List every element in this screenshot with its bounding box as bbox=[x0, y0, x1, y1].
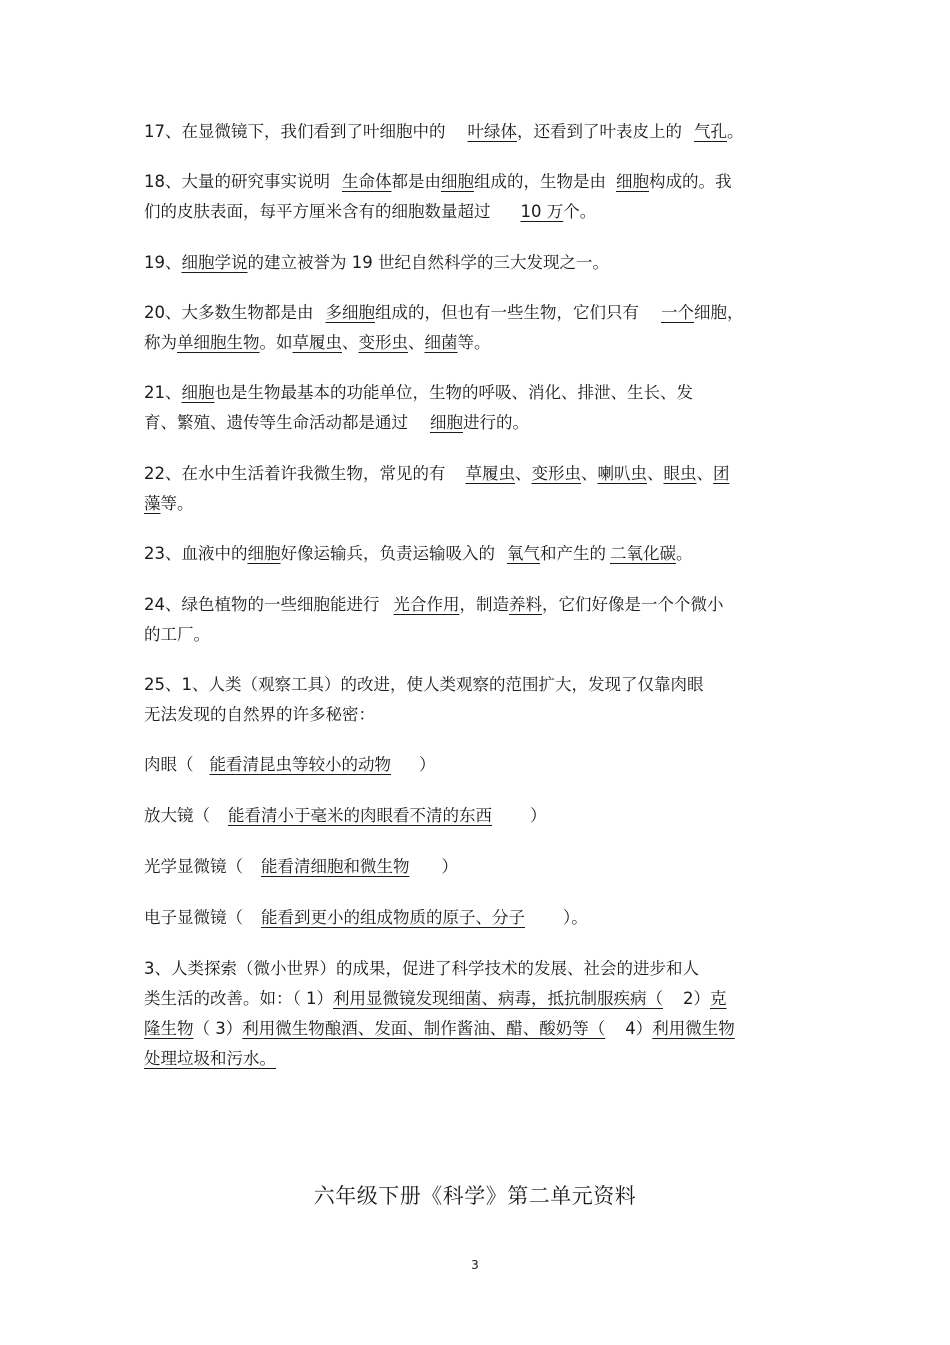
text: 无法发现的自然界的许多秘密： bbox=[144, 705, 375, 724]
text: ）。 bbox=[563, 908, 588, 927]
question-20-line-1 bbox=[144, 298, 804, 328]
answer-blank: 多细胞 bbox=[325, 303, 375, 322]
text: 构成的。我 bbox=[649, 172, 732, 191]
answer-blank: 藻 bbox=[144, 494, 161, 513]
answer-blank: 细胞 bbox=[247, 544, 281, 563]
question-3-line-2 bbox=[144, 984, 804, 1014]
text: 23、血液中的 bbox=[144, 544, 248, 563]
text: 、 bbox=[342, 333, 359, 352]
answer-blank: 细胞 bbox=[441, 172, 474, 191]
text: ，制造 bbox=[459, 595, 509, 614]
answer-blank: 处理垃圾和污水。 bbox=[144, 1049, 276, 1068]
answer-blank: 养料 bbox=[509, 595, 542, 614]
answer-blank: 光合作用 bbox=[393, 595, 460, 614]
answer-blank: 一个 bbox=[661, 303, 694, 322]
answer-blank: 变形虫 bbox=[531, 464, 581, 483]
text: 放大镜（ bbox=[144, 806, 210, 825]
question-23-line-1 bbox=[144, 539, 804, 569]
text: 25、1、人类（观察工具）的改进，使人类观察的范围扩大，发现了仅靠肉眼 bbox=[144, 675, 704, 694]
text: 、 bbox=[581, 464, 598, 483]
question-17 bbox=[144, 117, 804, 147]
text: （ 3） bbox=[193, 1019, 243, 1038]
text: 个。 bbox=[563, 202, 597, 221]
text: 20、大多数生物都是由 bbox=[144, 303, 314, 322]
question-3-line-1 bbox=[144, 954, 804, 984]
question-21-line-2 bbox=[144, 408, 804, 438]
text: 24、绿色植物的一些细胞能进行 bbox=[144, 595, 380, 614]
tool-magnifier-line bbox=[144, 801, 804, 831]
question-17-line-1 bbox=[144, 117, 804, 147]
answer-blank: 草履虫 bbox=[292, 333, 342, 352]
text: 组成的，生物是由 bbox=[474, 172, 606, 191]
question-3-line-4 bbox=[144, 1044, 804, 1074]
text: 18、大量的研究事实说明 bbox=[144, 172, 330, 191]
answer-blank: 单细胞生物 bbox=[177, 333, 260, 352]
text: 组成的，但也有一些生物，它们只有 bbox=[375, 303, 639, 322]
question-21 bbox=[144, 378, 804, 438]
answer-blank: 叶绿体 bbox=[467, 122, 517, 141]
answer-blank: 生命体 bbox=[342, 172, 392, 191]
text: ） bbox=[419, 755, 436, 774]
question-21-line-1 bbox=[144, 378, 804, 408]
text: ） bbox=[441, 857, 458, 876]
question-22 bbox=[144, 459, 804, 519]
question-19 bbox=[144, 248, 804, 278]
question-24 bbox=[144, 590, 804, 650]
answer-blank: 眼虫 bbox=[663, 464, 697, 483]
text: 等。 bbox=[160, 494, 194, 513]
answer-blank: 细胞 bbox=[430, 413, 463, 432]
answer-blank bbox=[210, 806, 530, 825]
text: 、 bbox=[515, 464, 532, 483]
question-18 bbox=[144, 167, 804, 227]
page-number: 3 bbox=[471, 1258, 479, 1272]
tool-optical-microscope-line bbox=[144, 852, 804, 882]
text: 的工厂。 bbox=[144, 625, 210, 644]
question-23 bbox=[144, 539, 804, 569]
answer-blank: 草履虫 bbox=[465, 464, 515, 483]
question-20-line-2 bbox=[144, 328, 804, 358]
question-18-line-2 bbox=[144, 197, 804, 227]
text: 好像运输兵，负责运输吸入的 bbox=[280, 544, 495, 563]
text: 22、在水中生活着许我微生物，常见的有 bbox=[144, 464, 446, 483]
answer-text: 能看清小于毫米的肉眼看不清的东西 bbox=[228, 806, 492, 825]
text: 称为 bbox=[144, 333, 177, 352]
answer-blank: 细胞 bbox=[181, 383, 215, 402]
text: 、 bbox=[408, 333, 425, 352]
answer-blank: 细胞 bbox=[616, 172, 649, 191]
question-24-line-2 bbox=[144, 620, 804, 650]
text: 电子显微镜（ bbox=[144, 908, 243, 927]
text: 育、繁殖、遗传等生命活动都是通过 bbox=[144, 413, 408, 432]
text: 、 bbox=[696, 464, 713, 483]
text: ，还看到了叶表皮上的 bbox=[517, 122, 682, 141]
answer-blank: 气孔 bbox=[694, 122, 727, 141]
answer-blank bbox=[243, 908, 563, 927]
text: 们的皮肤表面，每平方厘米含有的细胞数量超过 bbox=[144, 202, 491, 221]
tool-optical-microscope bbox=[144, 852, 804, 882]
text: 2） bbox=[683, 989, 710, 1008]
answer-text: 能看清昆虫等较小的动物 bbox=[209, 755, 391, 774]
text: ） bbox=[530, 806, 547, 825]
answer-blank bbox=[194, 755, 420, 774]
text: 。如 bbox=[259, 333, 293, 352]
text: 类生活的改善。如：（ 1） bbox=[144, 989, 333, 1008]
answer-blank: 细菌 bbox=[424, 333, 458, 352]
text: 。 bbox=[727, 122, 744, 141]
text: ，它们好像是一个个微小 bbox=[542, 595, 724, 614]
question-22-line-1 bbox=[144, 459, 804, 489]
answer-text: 能看到更小的组成物质的原子、分子 bbox=[261, 908, 525, 927]
answer-blank: 10 万 bbox=[520, 202, 564, 221]
question-3-line-3 bbox=[144, 1014, 804, 1044]
question-20 bbox=[144, 298, 804, 358]
text: 光学显微镜（ bbox=[144, 857, 243, 876]
answer-blank: 利用微生物 bbox=[652, 1019, 735, 1038]
tool-electron-microscope bbox=[144, 903, 804, 933]
question-3 bbox=[144, 954, 804, 1074]
question-25-line-1 bbox=[144, 670, 804, 700]
text: 进行的。 bbox=[463, 413, 529, 432]
text: 肉眼（ bbox=[144, 755, 194, 774]
answer-blank: 隆生物 bbox=[144, 1019, 194, 1038]
question-24-line-1 bbox=[144, 590, 804, 620]
question-25-line-2 bbox=[144, 700, 804, 730]
tool-magnifier bbox=[144, 801, 804, 831]
text: 19、 bbox=[144, 253, 182, 272]
question-18-line-1 bbox=[144, 167, 804, 197]
text: 17、在显微镜下，我们看到了叶细胞中的 bbox=[144, 122, 446, 141]
text: 。 bbox=[676, 544, 693, 563]
answer-blank: 团 bbox=[713, 464, 730, 483]
text: 、 bbox=[647, 464, 664, 483]
tool-naked-eye bbox=[144, 750, 804, 780]
question-19-line-1 bbox=[144, 248, 804, 278]
answer-blank: 细胞学说 bbox=[181, 253, 248, 272]
answer-blank: 利用微生物酿酒、发面、制作酱油、醋、酸奶等（ bbox=[242, 1019, 606, 1038]
question-22-line-2 bbox=[144, 489, 804, 519]
answer-blank: 变形虫 bbox=[358, 333, 408, 352]
text: 21、 bbox=[144, 383, 182, 402]
text: 都是由 bbox=[391, 172, 441, 191]
answer-blank: 克 bbox=[710, 989, 727, 1008]
text: 3、人类探索（微小世界）的成果，促进了科学技术的发展、社会的进步和人 bbox=[144, 959, 699, 978]
answer-blank: 氧气 bbox=[507, 544, 540, 563]
text: 也是生物最基本的功能单位，生物的呼吸、消化、排泄、生长、发 bbox=[214, 383, 693, 402]
answer-text: 能看清细胞和微生物 bbox=[261, 857, 410, 876]
text: 的建立被誉为 19 世纪自然科学的三大发现之一。 bbox=[247, 253, 609, 272]
unit-title: 六年级下册《科学》第二单元资料 bbox=[313, 1184, 637, 1208]
tool-electron-microscope-line bbox=[144, 903, 804, 933]
text: 4） bbox=[625, 1019, 653, 1038]
answer-blank bbox=[243, 857, 442, 876]
text: 和产生的 bbox=[540, 544, 606, 563]
answer-blank: 喇叭虫 bbox=[597, 464, 647, 483]
question-25 bbox=[144, 670, 804, 730]
answer-blank: 二氧化碳 bbox=[610, 544, 676, 563]
text: 等。 bbox=[457, 333, 491, 352]
text: 细胞， bbox=[694, 303, 744, 322]
tool-naked-eye-line bbox=[144, 750, 804, 780]
answer-blank: 利用显微镜发现细菌、病毒，抵抗制服疾病（ bbox=[333, 989, 663, 1008]
